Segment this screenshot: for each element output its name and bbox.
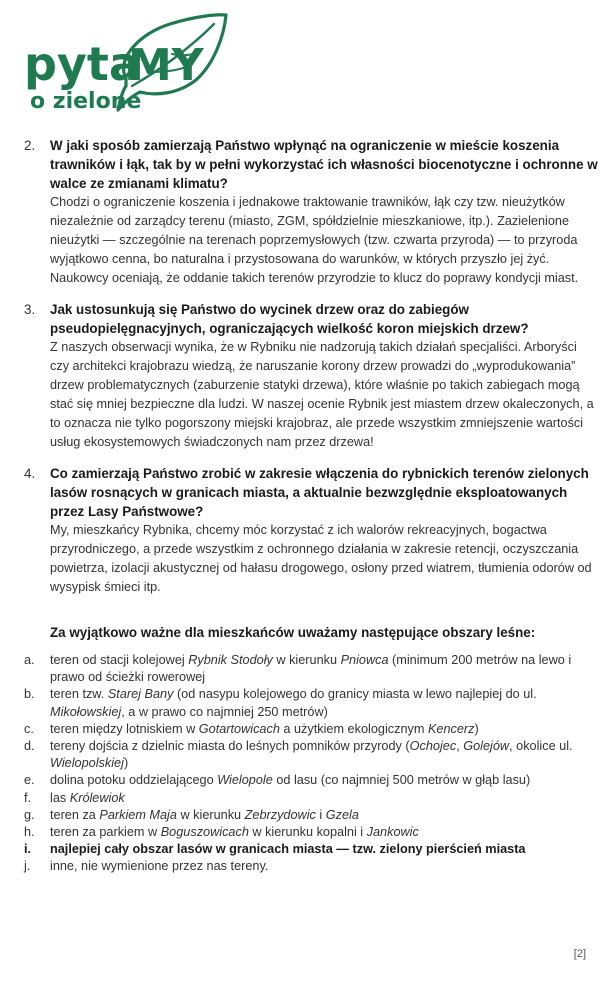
question-body	[50, 136, 598, 288]
areas-intro: Za wyjątkowo ważne dla mieszkańców uważamy następujące obszary leśne:	[50, 625, 536, 640]
text-fragment: od lasu (co najmniej 500 metrów w głąb lasu)	[272, 773, 531, 788]
place-name: Kencerz	[427, 721, 475, 736]
question-number: 3.	[24, 302, 36, 317]
text-fragment: najlepiej cały obszar lasów w granicach miasta — tzw. zielony pierścień miasta	[50, 842, 526, 857]
place-name: Rybnik Stodoły	[188, 653, 273, 667]
list-text	[50, 824, 598, 841]
text-fragment: (od nasypu kolejowego do granicy miasta w lewo najlepiej do ul.	[173, 687, 537, 702]
document-content	[24, 136, 598, 876]
place-name: Pniowca	[340, 653, 389, 667]
text-fragment: a użytkiem ekologicznym	[279, 721, 428, 736]
text-fragment: las	[50, 790, 70, 805]
list-letter: b.	[24, 687, 35, 702]
areas-list	[24, 652, 598, 876]
place-name: Parkiem Maja	[99, 807, 177, 822]
list-letter: d.	[24, 739, 35, 754]
question-item	[24, 136, 598, 288]
list-item	[24, 824, 598, 841]
list-letter: i.	[24, 842, 32, 857]
list-text	[50, 738, 598, 772]
list-text	[50, 652, 598, 686]
list-item	[24, 772, 598, 789]
text-fragment: teren od stacji kolejowej	[50, 653, 189, 667]
logo-word-my: MY	[128, 40, 204, 91]
list-text	[50, 807, 598, 824]
question-number: 4.	[24, 466, 36, 481]
question-list	[24, 136, 598, 597]
question-item	[24, 300, 598, 452]
place-name: Mikołowskiej	[50, 704, 122, 719]
list-letter: c.	[24, 721, 34, 736]
logo-tagline: o zielone	[30, 89, 142, 114]
text-fragment: dolina potoku oddzielającego	[50, 773, 218, 788]
list-letter: h.	[24, 825, 35, 840]
question-item	[24, 464, 598, 597]
list-item	[24, 807, 598, 824]
text-fragment: teren za	[50, 807, 100, 822]
place-name: Gotartowicach	[198, 721, 280, 736]
page-number: [2]	[573, 948, 586, 960]
question-title: Co zamierzają Państwo zrobić w zakresie włączenia do rybnickich terenów zielonych lasów rosnących w granicach miasta, a aktualnie bezwzględnie eksploatowanych przez Lasy Państwowe?	[50, 466, 589, 519]
list-letter: f.	[24, 790, 32, 805]
place-name: Jankowic	[366, 825, 419, 840]
text-fragment: w kierunku kopalni i	[248, 825, 367, 840]
question-title: Jak ustosunkują się Państwo do wycinek drzew oraz do zabiegów pseudopielęgnacyjnych, ograniczających wielkość koron miejskich drzew?	[50, 302, 529, 336]
place-name: Starej Bany	[107, 687, 174, 702]
place-name: Wielopole	[217, 773, 273, 788]
text-fragment: w kierunku	[272, 653, 341, 667]
text-fragment: teren tzw.	[50, 687, 108, 702]
list-letter: g.	[24, 807, 35, 822]
list-item	[24, 790, 598, 807]
list-item	[24, 686, 598, 720]
place-name: Ochojec	[409, 739, 457, 754]
list-letter: a.	[24, 653, 35, 667]
list-text	[50, 841, 598, 858]
place-name: Boguszowicach	[160, 825, 249, 840]
list-text	[50, 686, 598, 720]
list-item	[24, 721, 598, 738]
place-name: Królewiok	[69, 790, 125, 805]
question-title: W jaki sposób zamierzają Państwo wpłynąć na ograniczenie w mieście koszenia trawników i łąk, tak by w pełni wykorzystać ich własności biocenotyczne i ochronne w walce ze zmianami klimatu?	[50, 138, 598, 191]
place-name: Gzela	[325, 807, 359, 822]
text-fragment: inne, nie wymienione przez nas tereny.	[50, 859, 269, 874]
list-item	[24, 858, 598, 875]
list-letter: j.	[24, 859, 31, 874]
text-fragment: w kierunku	[176, 807, 245, 822]
list-text	[50, 772, 598, 789]
list-text	[50, 721, 598, 738]
question-answer: Chodzi o ograniczenie koszenia i jednakowe traktowanie trawników, łąk czy tzw. nieużytków niezależnie od zarządcy terenu (miasto, ZGM, spółdzielnie mieszkaniowe, itp.). Zazielenione nieużytki — szczególnie na terenach poprzemysłowych (tzw. czwarta przyroda) — to przyroda wyjątkowo cenna, bo naturalna i przystosowana do warunków, w których przyszło jej żyć. Naukowcy oceniają, że oddanie takich terenów przyrodzie to klucz do poprawy kondycji miast.	[50, 195, 579, 285]
text-fragment: ,	[456, 739, 464, 754]
text-fragment: )	[123, 756, 129, 771]
question-number: 2.	[24, 138, 36, 153]
text-fragment: , okolice ul.	[509, 739, 573, 754]
question-answer: Z naszych obserwacji wynika, że w Rybniku nie nadzorują takich działań specjaliści. Arboryści czy architekci krajobrazu wiedzą, że naruszanie korony drzew prowadzi do „wyprodukowania” drzew problematycznych (zaburzenie statyki drzewa), które właśnie po takich zabiegach mogą stać się mniej bezpieczne dla ludzi. W naszej ocenie Rybnik jest miastem drzew okaleczonych, a to oznacza nie tylko pogorszony miejski krajobraz, ale przede wszystkim zmniejszenie wartości usług ekosystemowych świadczonych nam przez drzewa!	[50, 340, 594, 449]
question-answer: My, mieszkańcy Rybnika, chcemy móc korzystać z ich walorów rekreacyjnych, bogactwa przyrodniczego, a przede wszystkim z ochronnego działania w zakresie retencji, oczyszczania powietrza, izolacji akustycznej od hałasu drogowego, osłony przed wiatrem, tłumienia odorów od wysypisk śmieci itp.	[50, 523, 592, 594]
text-fragment: (minimum 200 metrów na lewo i prawo od ścieżki rowerowej	[50, 653, 572, 685]
logo-word-pyta: pyta	[24, 37, 140, 91]
question-body	[50, 300, 598, 452]
list-text	[50, 790, 598, 807]
list-letter: e.	[24, 773, 35, 788]
text-fragment: , a w prawo co najmniej 250 metrów)	[121, 704, 328, 719]
list-item	[24, 841, 598, 858]
text-fragment: tereny dojścia z dzielnic miasta do leśnych pomników przyrody (	[50, 739, 410, 754]
text-fragment: teren między lotniskiem w	[50, 721, 199, 736]
text-fragment: )	[474, 721, 479, 736]
list-text	[50, 858, 598, 875]
logo	[0, 0, 260, 120]
place-name: Wielopolskiej	[50, 756, 124, 771]
text-fragment: teren za parkiem w	[50, 825, 161, 840]
place-name: Zebrzydowic	[244, 807, 316, 822]
text-fragment: i	[315, 807, 326, 822]
list-item	[24, 652, 598, 686]
question-body	[50, 464, 598, 597]
list-item	[24, 738, 598, 772]
place-name: Golejów	[463, 739, 510, 754]
